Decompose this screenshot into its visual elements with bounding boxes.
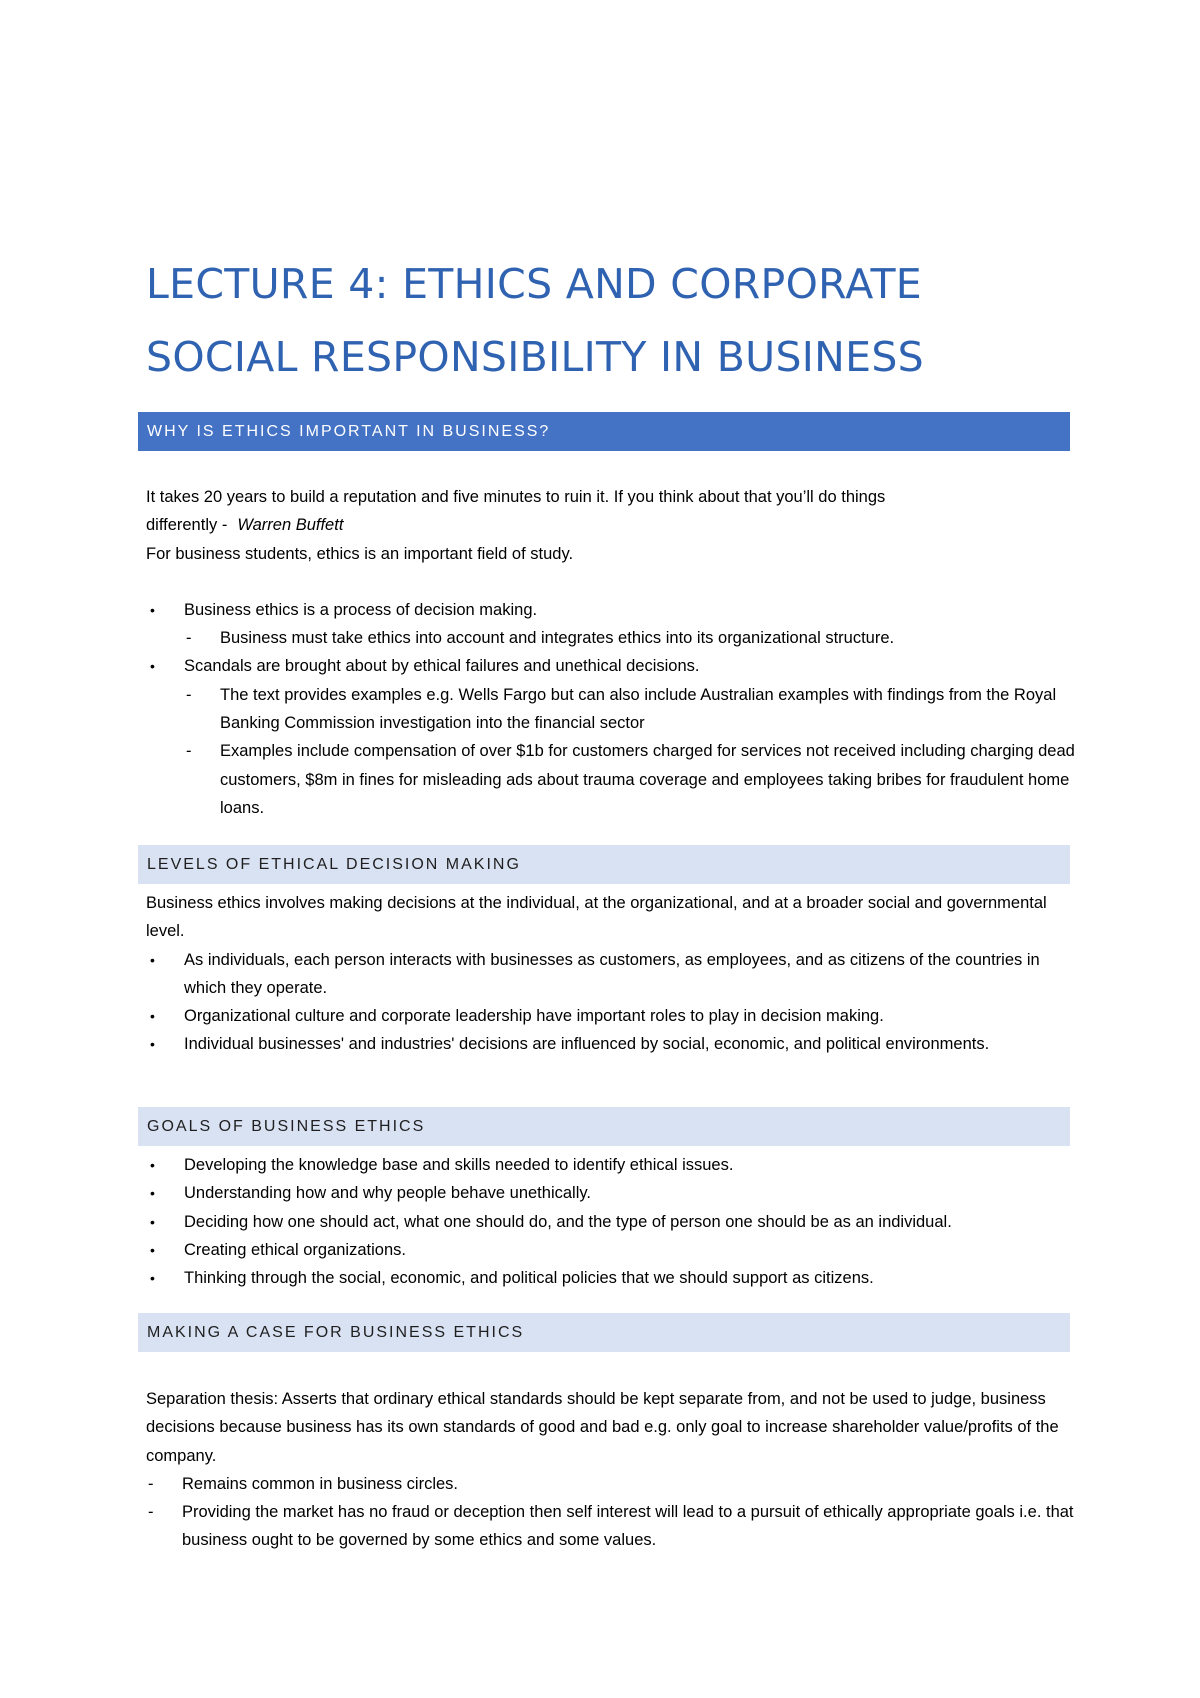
document-title-line-2: SOCIAL RESPONSIBILITY IN BUSINESS [146,333,924,381]
bullet-icon: • [150,658,155,675]
section-heading-why-ethics [138,412,1070,451]
bullet-icon: • [150,1157,155,1173]
list-item: • Creating ethical organizations. [146,1236,1076,1264]
list-item: • Deciding how one should act, what one should do, and the type of person one should be as an individual. [146,1208,1076,1236]
section-heading-levels [138,845,1070,884]
bullet-icon: • [150,951,155,968]
section-heading-label: GOALS OF BUSINESS ETHICS [147,1117,426,1135]
quote-line: It takes 20 years to build a reputation and five minutes to ruin it. If you think about that you’ll do things [146,488,886,506]
dash-icon: - [148,1474,154,1493]
sub-list-item: - Business must take ethics into account and integrates ethics into its organizational structure. [184,624,1076,652]
bullet-icon: • [150,601,155,618]
section-heading-label: WHY IS ETHICS IMPORTANT IN BUSINESS? [147,422,551,440]
list-item: • Business ethics is a process of decision making. - Business must take ethics into account and integrates ethics into its organizational structure. [146,596,1076,653]
list-item: • Developing the knowledge base and skills needed to identify ethical issues. [146,1151,1076,1179]
dash-icon: - [186,629,192,648]
dash-icon: - [186,742,192,761]
bullet-icon: • [150,1185,155,1202]
intro-paragraph: Separation thesis: Asserts that ordinary ethical standards should be kept separate from, and not be used to judge, business decisions because business has its own standards of good and bad e.g. only goal to increase shareholder value/profits of the company. [146,1390,1059,1465]
bullet-list [146,596,1076,822]
sub-list-item: - The text provides examples e.g. Wells Fargo but can also include Australian examples with findings from the Royal Banking Commission investigation into the financial sector [184,681,1076,738]
bullet-icon: • [150,1241,155,1258]
quote-author: Warren Buffett [237,516,344,535]
sub-list [184,681,1076,822]
dash-icon: - [186,685,192,704]
sub-list [184,624,1076,652]
sub-list-item: - Providing the market has no fraud or deception then self interest will lead to a pursuit of ethically appropriate goals i.e. that business ought to be governed by some ethics and some values. [146,1498,1076,1555]
document-title-line-1: LECTURE 4: ETHICS AND CORPORATE [146,260,922,308]
intro-paragraph: Business ethics involves making decisions at the individual, at the organizational, and at a broader social and governmental level. [146,894,1047,941]
bullet-list [146,946,1076,1059]
document-title [146,248,1076,394]
section-body-goals [146,1151,1076,1292]
section-body-levels [146,889,1076,1059]
intro-paragraph: For business students, ethics is an important field of study. [146,544,574,563]
sub-list-item: - Remains common in business circles. [146,1470,1076,1498]
section-body-why-ethics [146,483,1076,822]
section-heading-goals [138,1107,1070,1146]
section-heading-making-case [138,1313,1070,1352]
bullet-list [146,1151,1076,1292]
list-item: • Understanding how and why people behave unethically. [146,1179,1076,1207]
dash-icon: - [148,1503,154,1522]
bullet-icon: • [150,1213,155,1230]
list-item: • Thinking through the social, economic, and political policies that we should support as citizens. [146,1264,1076,1292]
sub-list [146,1470,1076,1555]
section-body-making-case [146,1385,1076,1555]
bullet-icon: • [150,1036,155,1053]
list-item: • As individuals, each person interacts with businesses as customers, as employees, and as citizens of the countries in which they operate. [146,946,1076,1003]
section-heading-label: MAKING A CASE FOR BUSINESS ETHICS [147,1323,525,1341]
list-item: • Scandals are brought about by ethical failures and unethical decisions. - The text provides examples e.g. Wells Fargo but can also include Australian examples with findings from the Royal Banking Commission investigation into the financial sector - Examples include compensation of over $1b for customers charged for services not received including charging dead customers, $8m in fines for misleading ads about trauma coverage and employees taking bribes for fraudulent home loans. [146,652,1076,822]
list-item: • Individual businesses' and industries' decisions are influenced by social, economic, and political environments. [146,1030,1076,1058]
list-item: • Organizational culture and corporate leadership have important roles to play in decision making. [146,1002,1076,1030]
quote-line-attribution: differently - Warren Buffett [146,516,344,535]
bullet-icon: • [150,1008,155,1025]
section-heading-label: LEVELS OF ETHICAL DECISION MAKING [147,855,521,873]
bullet-icon: • [150,1270,155,1287]
sub-list-item: - Examples include compensation of over $1b for customers charged for services not received including charging dead customers, $8m in fines for misleading ads about trauma coverage and employees taking bribes for fraudulent home loans. [184,737,1076,822]
